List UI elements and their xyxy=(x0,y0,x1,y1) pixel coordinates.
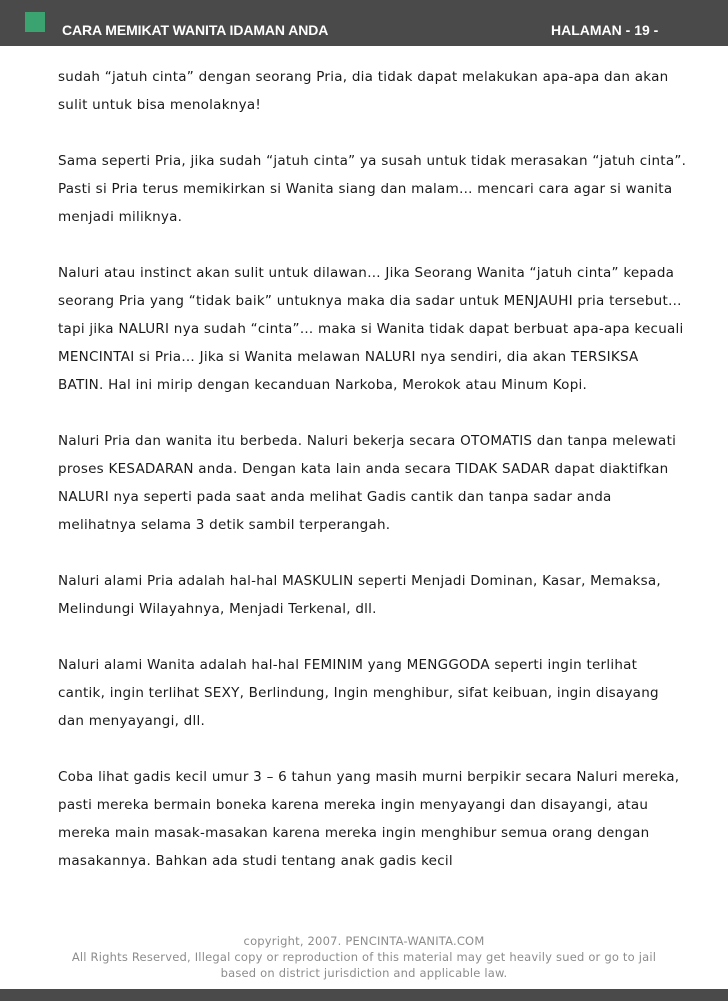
paragraph: Naluri atau instinct akan sulit untuk dilawan… Jika Seorang Wanita “jatuh cinta” kepada seorang Pria yang “tidak baik” untuknya maka dia sadar untuk MENJAUHI pria tersebut… tapi jika NALURI nya sudah “cinta”… maka si Wanita tidak dapat berbuat apa-apa kecuali MENCINTAI si Pria… Jika si Wanita melawan NALURI nya sendiri, dia akan TERSIKSA BATIN. Hal ini mirip dengan kecanduan Narkoba, Merokok atau Minum Kopi. xyxy=(58,265,684,393)
paragraph: sudah “jatuh cinta” dengan seorang Pria, dia tidak dapat melakukan apa-apa dan akan sulit untuk bisa menolaknya! xyxy=(58,69,669,113)
paragraph: Coba lihat gadis kecil umur 3 – 6 tahun yang masih murni berpikir secara Naluri mereka, pasti mereka bermain boneka karena mereka ingin menyayangi dan disayangi, atau mereka main masak-masakan karena mereka ingin menghibur semua orang dengan masakannya. Bahkan ada studi tentang anak gadis kecil xyxy=(58,769,680,869)
page-footer xyxy=(0,933,728,981)
document-body xyxy=(58,63,688,903)
paragraph: Naluri Pria dan wanita itu berbeda. Naluri bekerja secara OTOMATIS dan tanpa melewati proses KESADARAN anda. Dengan kata lain anda secara TIDAK SADAR dapat diaktifkan NALURI nya seperti pada saat anda melihat Gadis cantik dan tanpa sadar anda melihatnya selama 3 detik sambil terperangah. xyxy=(58,433,677,533)
paragraph: Naluri alami Wanita adalah hal-hal FEMINIM yang MENGGODA seperti ingin terlihat cantik, ingin terlihat SEXY, Berlindung, Ingin menghibur, sifat keibuan, ingin disayang dan menyayangi, dll. xyxy=(58,657,659,729)
logo-square-icon xyxy=(25,12,45,32)
footer-copyright: copyright, 2007. PENCINTA-WANITA.COM xyxy=(243,934,485,948)
paragraph: Sama seperti Pria, jika sudah “jatuh cinta” ya susah untuk tidak merasakan “jatuh cinta”. Pasti si Pria terus memikirkan si Wanita siang dan malam… mencari cara agar si wanita menjadi miliknya. xyxy=(58,153,687,225)
page-number: HALAMAN - 19 - xyxy=(551,22,659,38)
bottom-bar xyxy=(0,989,728,1001)
footer-rights: All Rights Reserved, Illegal copy or reproduction of this material may get heavily sued or go to jail xyxy=(71,950,657,964)
document-title: CARA MEMIKAT WANITA IDAMAN ANDA xyxy=(62,22,329,38)
paragraph: Naluri alami Pria adalah hal-hal MASKULIN seperti Menjadi Dominan, Kasar, Memaksa, Melindungi Wilayahnya, Menjadi Terkenal, dll. xyxy=(58,573,661,617)
footer-jurisdiction: based on district jurisdiction and applicable law. xyxy=(220,966,508,980)
page-header xyxy=(0,0,728,46)
